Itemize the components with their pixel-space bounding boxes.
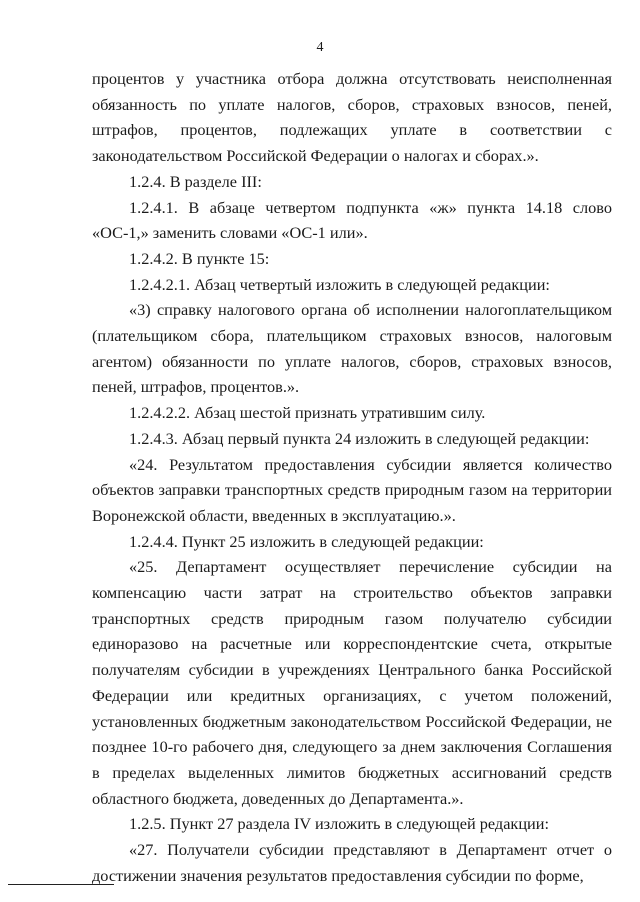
paragraph-quote-24: «24. Результатом предоставления субсидии является количество объектов заправки транспортных средств природным газом на территории Воронежской области, введенных в эксплуатацию.». xyxy=(92,454,612,525)
paragraph-1-2-4: 1.2.4. В разделе III: xyxy=(129,171,262,191)
paragraph-1-2-4-2-2: 1.2.4.2.2. Абзац шестой признать утратившим силу. xyxy=(129,403,486,423)
footnote-divider xyxy=(8,884,114,885)
page-number: 4 xyxy=(316,40,324,55)
paragraph-1-2-4-2-1: 1.2.4.2.1. Абзац четвертый изложить в следующей редакции: xyxy=(129,274,550,294)
paragraph-1-2-4-2: 1.2.4.2. В пункте 15: xyxy=(129,248,270,268)
document-body xyxy=(92,66,612,889)
paragraph-1-2-4-3: 1.2.4.3. Абзац первый пункта 24 изложить в следующей редакции: xyxy=(129,428,590,448)
paragraph-1-2-4-4: 1.2.4.4. Пункт 25 изложить в следующей редакции: xyxy=(129,531,484,551)
paragraph-1-2-4-1: 1.2.4.1. В абзаце четвертом подпункта «ж» пункта 14.18 слово «ОС-1,» заменить словами «ОС-1 или». xyxy=(92,197,612,243)
paragraph-quote-27: «27. Получатели субсидии представляют в Департамент отчет о достижении значения результатов предоставления субсидии по форме, xyxy=(92,840,612,885)
paragraph-quote-3: «3) справку налогового органа об исполнении налогоплательщиком (плательщиком сбора, плательщиком страховых взносов, налоговым агентом) обязанности по уплате налогов, сборов, страховых взносов, пеней, штрафов, процентов.». xyxy=(92,300,612,397)
paragraph-continuation: процентов у участника отбора должна отсутствовать неисполненная обязанность по уплате налогов, сборов, страховых взносов, пеней, штрафов, процентов, подлежащих уплате в соответствии с законодательством Российской Федерации о налогах и сборах.». xyxy=(92,69,612,166)
paragraph-1-2-5: 1.2.5. Пункт 27 раздела IV изложить в следующей редакции: xyxy=(129,814,550,834)
paragraph-quote-25: «25. Департамент осуществляет перечисление субсидии на компенсацию части затрат на строительство объектов заправки транспортных средств природным газом получателю субсидии единоразово на расчетные или корреспондентские счета, открытые получателям субсидии в учреждениях Центрального банка Российской Федерации или кредитных организациях, с учетом положений, установленных бюджетным законодательством Российской Федерации, не позднее 10-го рабочего дня, следующего за днем заключения Соглашения в пределах выделенных лимитов бюджетных ассигнований средств областного бюджета, доведенных до Департамента.». xyxy=(92,557,612,808)
